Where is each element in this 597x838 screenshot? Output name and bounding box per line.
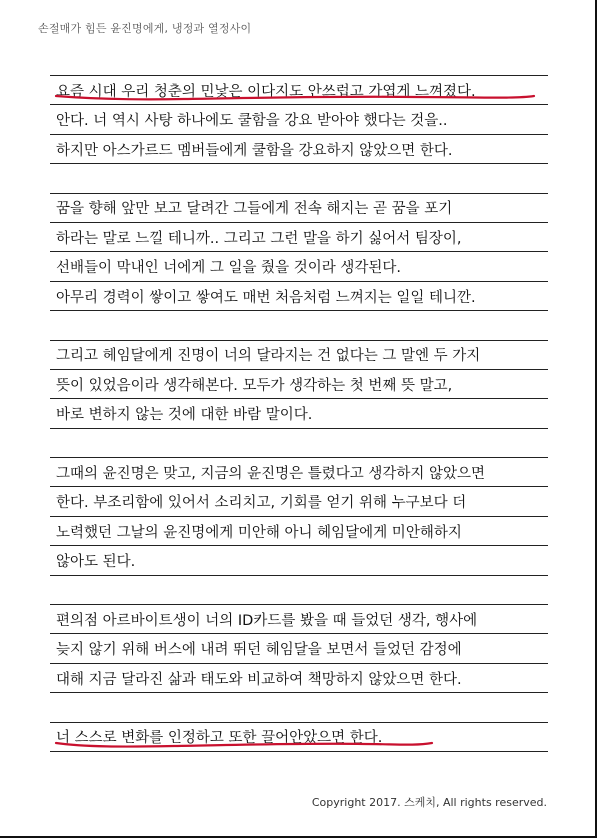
ruled-sheet <box>50 75 548 752</box>
line-text: 아무리 경력이 쌓이고 쌓여도 매번 처음처럼 느껴지는 일일 테니깐. <box>56 289 476 306</box>
ruled-line <box>50 723 548 752</box>
line-text: 하지만 아스가르드 멤버들에게 쿨함을 강요하지 않았으면 한다. <box>56 142 453 159</box>
line-text: 대해 지금 달라진 삶과 태도와 비교하여 책망하지 않았으면 한다. <box>56 671 462 688</box>
line-text: 선배들이 막내인 너에게 그 일을 줬을 것이라 생각된다. <box>56 260 402 277</box>
ruled-line <box>50 458 548 487</box>
ruled-line <box>50 693 548 722</box>
line-text: 뜻이 있었음이라 생각해본다. 모두가 생각하는 첫 번째 뜻 말고, <box>56 377 453 394</box>
ruled-line <box>50 282 548 311</box>
line-text: 바로 변하지 않는 것에 대한 바람 말이다. <box>56 407 313 424</box>
ruled-line <box>50 252 548 281</box>
line-text: 그리고 헤임달에게 진명이 너의 달라지는 건 없다는 그 말엔 두 가지 <box>56 348 481 365</box>
line-text: 너 스스로 변화를 인정하고 또한 끌어안았으면 한다. <box>56 730 383 747</box>
ruled-line <box>50 76 548 105</box>
ruled-line <box>50 605 548 634</box>
ruled-line <box>50 487 548 516</box>
ruled-line <box>50 429 548 458</box>
ruled-line <box>50 370 548 399</box>
ruled-line <box>50 399 548 428</box>
ruled-line <box>50 194 548 223</box>
line-text: 그때의 윤진명은 맞고, 지금의 윤진명은 틀렸다고 생각하지 않았으면 <box>56 465 486 482</box>
line-text: 편의점 아르바이트생이 너의 ID카드를 봤을 때 들었던 생각, 행사에 <box>56 612 478 629</box>
ruled-line <box>50 341 548 370</box>
ruled-line <box>50 135 548 164</box>
ruled-line <box>50 164 548 193</box>
line-text: 늦지 않기 위해 버스에 내려 뛰던 헤임달을 보면서 들었던 감정에 <box>56 642 462 659</box>
line-text: 하라는 말로 느낄 테니까.. 그리고 그런 말을 하기 싫어서 팀장이, <box>56 230 462 247</box>
line-text: 안다. 너 역시 사탕 하나에도 쿨함을 강요 받아야 했다는 것을.. <box>56 113 448 130</box>
line-text: 않아도 된다. <box>56 554 136 571</box>
ruled-line <box>50 517 548 546</box>
ruled-line <box>50 223 548 252</box>
ruled-line <box>50 634 548 663</box>
ruled-line <box>50 311 548 340</box>
copyright-footer: Copyright 2017. 스케치, All rights reserved. <box>311 796 547 809</box>
page-header: 손절매가 힘든 윤진명에게, 냉정과 열정사이 <box>38 22 252 35</box>
ruled-line <box>50 664 548 693</box>
ruled-line <box>50 546 548 575</box>
line-text: 노력했던 그날의 윤진명에게 미안해 아니 헤임달에게 미안해하지 <box>56 524 462 541</box>
line-text: 요즘 시대 우리 청춘의 민낯은 이다지도 안쓰럽고 가엽게 느껴졌다. <box>56 83 476 100</box>
line-text: 한다. 부조리함에 있어서 소리치고, 기회를 얻기 위해 누구보다 더 <box>56 495 467 512</box>
ruled-line <box>50 105 548 134</box>
ruled-line <box>50 576 548 605</box>
line-text: 꿈을 향해 앞만 보고 달려간 그들에게 전속 해지는 곧 꿈을 포기 <box>56 201 453 218</box>
